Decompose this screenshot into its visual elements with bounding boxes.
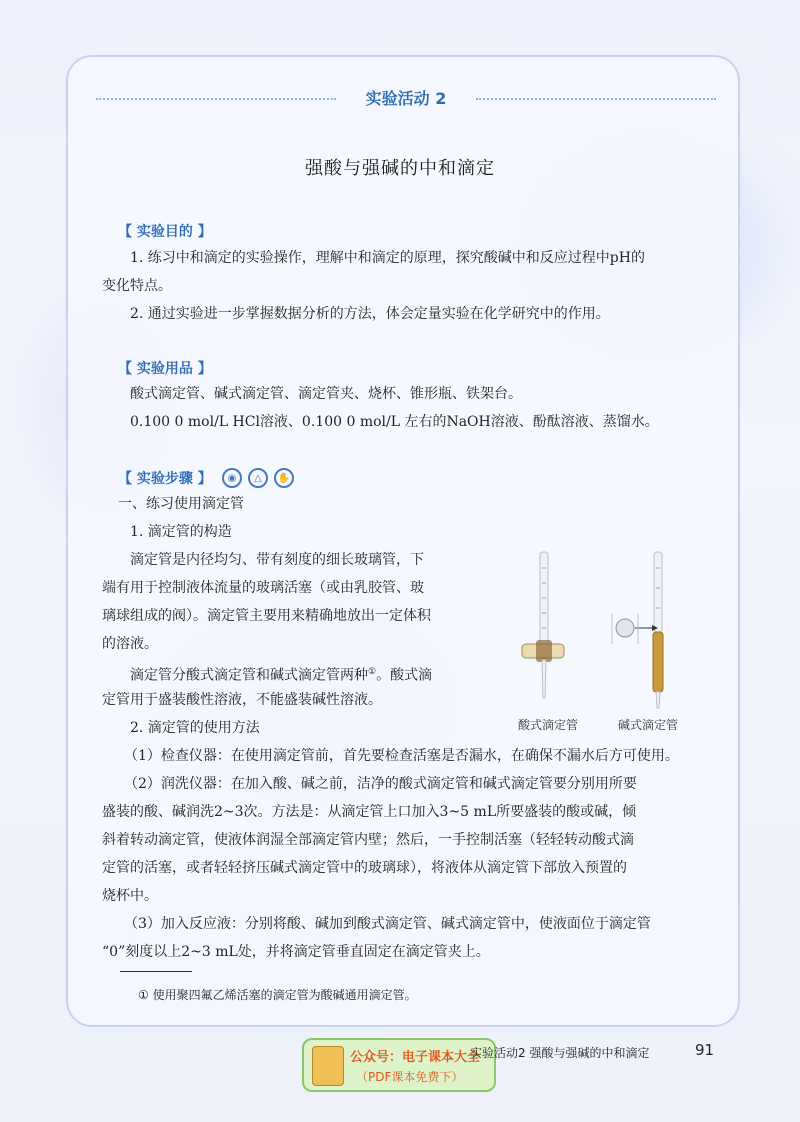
purpose-item-1: 1. 练习中和滴定的实验操作，理解中和滴定的原理，探究酸碱中和反应过程中pH的: [130, 250, 645, 266]
header-divider-right: [476, 98, 716, 100]
usage-item-1: （1）检查仪器：在使用滴定管前，首先要检查活塞是否漏水，在确保不漏水后方可使用。: [124, 748, 679, 764]
page-title: 强酸与强碱的中和滴定: [305, 158, 495, 179]
goggles-icon: ◉: [222, 468, 242, 488]
section-heading-materials: 【 实验用品 】: [118, 361, 212, 377]
section-heading-purpose: 【 实验目的 】: [118, 224, 212, 240]
page-number: 91: [695, 1041, 715, 1059]
promo-line-2: （PDF课本免费下）: [356, 1070, 464, 1084]
types-text: 滴定管分酸式滴定管和碱式滴定管两种: [130, 667, 368, 684]
purpose-item-2: 2. 通过实验进一步掌握数据分析的方法，体会定量实验在化学研究中的作用。: [130, 306, 610, 322]
footnote: ① 使用聚四氟乙烯活塞的滴定管为酸碱通用滴定管。: [138, 988, 417, 1002]
usage-item-2-cont: 盛装的酸、碱润洗2~3次。方法是：从滴定管上口加入3~5 mL所要盛装的酸或碱，倾: [102, 804, 637, 820]
materials-line-1: 酸式滴定管、碱式滴定管、滴定管夹、烧杯、锥形瓶、铁架台。: [130, 386, 522, 402]
types-text-end: 。酸式滴: [376, 667, 433, 684]
acid-burette-image: [522, 552, 564, 698]
sub-heading-structure: 1. 滴定管的构造: [130, 524, 232, 540]
purpose-item-1-cont: 变化特点。: [102, 278, 172, 294]
section-heading-steps: 【 实验步骤 】: [118, 471, 212, 487]
running-title: 实验活动2 强酸与强碱的中和滴定: [470, 1046, 650, 1060]
structure-para-line: 璃球组成的阀）。滴定管主要用来精确地放出一定体积: [102, 608, 431, 624]
promo-line-1: 公众号：电子课本大全: [350, 1050, 481, 1065]
footnote-ref: ①: [368, 667, 377, 677]
usage-item-3: （3）加入反应液：分别将酸、碱加到酸式滴定管、碱式滴定管中，使液面位于滴定管: [124, 916, 651, 932]
header-divider-left: [96, 98, 336, 100]
types-para-line: 定管用于盛装酸性溶液，不能盛装碱性溶液。: [102, 692, 382, 708]
usage-item-2: （2）润洗仪器：在加入酸、碱之前，洁净的酸式滴定管和碱式滴定管要分别用所要: [124, 776, 637, 792]
structure-para-line: 的溶液。: [102, 636, 158, 652]
activity-header: [96, 86, 716, 114]
footnote-divider: [120, 971, 192, 972]
book-icon: [312, 1046, 344, 1086]
hand-wash-icon: ✋: [274, 468, 294, 488]
types-para-line: [130, 658, 432, 690]
figure-caption-base: 碱式滴定管: [618, 718, 679, 732]
materials-line-2: 0.100 0 mol/L HCl溶液、0.100 0 mol/L 左右的NaOH溶液、酚酞溶液、蒸馏水。: [130, 414, 659, 430]
usage-item-2-cont: 烧杯中。: [102, 888, 158, 904]
base-burette-image: [612, 552, 663, 708]
activity-label: 实验活动 2: [365, 89, 447, 108]
sub-heading-usage: 2. 滴定管的使用方法: [130, 720, 260, 736]
part-1-heading: 一、练习使用滴定管: [118, 496, 244, 512]
usage-item-2-cont: 斜着转动滴定管，使液体润湿全部滴定管内壁；然后，一手控制活塞（轻轻转动酸式滴: [102, 832, 634, 848]
structure-para-line: 滴定管是内径均匀、带有刻度的细长玻璃管，下: [130, 552, 424, 568]
usage-item-3-cont: “0”刻度以上2~3 mL处，并将滴定管垂直固定在滴定管夹上。: [102, 944, 490, 960]
hazard-icon: △: [248, 468, 268, 488]
usage-item-2-cont: 定管的活塞，或者轻轻挤压碱式滴定管中的玻璃球），将液体从滴定管下部放入预置的: [102, 860, 627, 876]
figure-caption-acid: 酸式滴定管: [518, 718, 579, 732]
promo-badge[interactable]: [302, 1038, 496, 1092]
burette-figure: [500, 548, 700, 718]
structure-para-line: 端有用于控制液体流量的玻璃活塞（或由乳胶管、玻: [102, 580, 424, 596]
